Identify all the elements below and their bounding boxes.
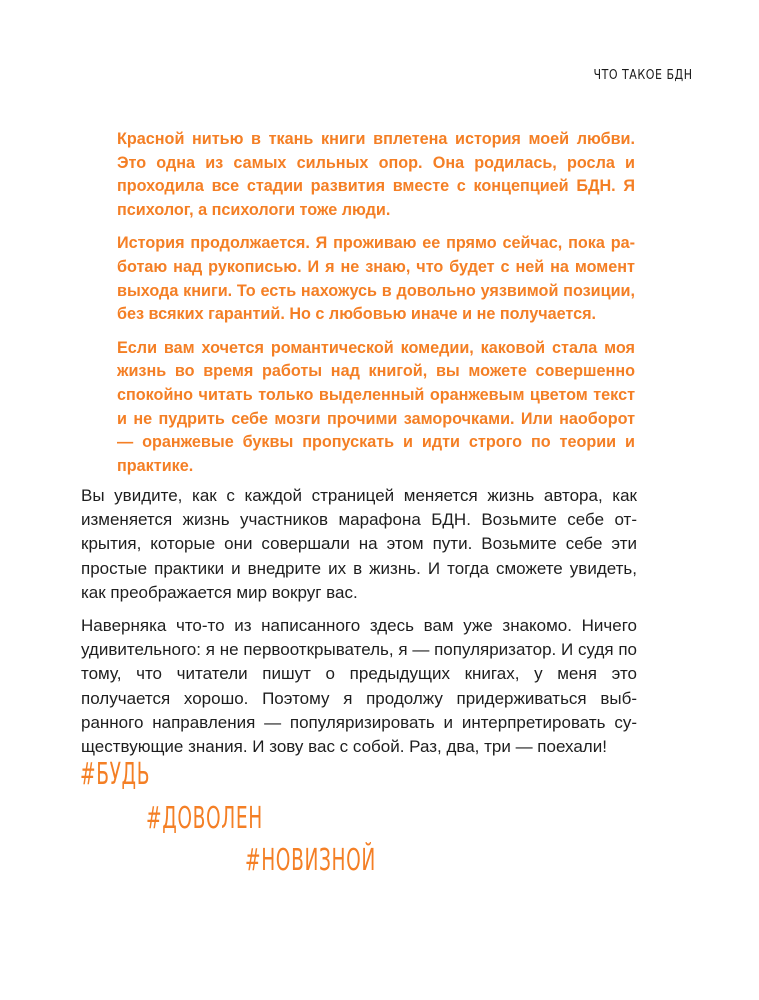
highlight-paragraph-3: Если вам хочется романтической комедии, каковой стала моя жизнь во время работы над книгой, вы можете совершенно спокойно читать только выделенный оранжевым цветом текст и не пудрить себе мозги прочими заморочками. Или наоборот — оранжевые буквы пропускать и идти строго по теории и практике.: [117, 338, 635, 475]
highlight-paragraph-1: Красной нитью в ткань книги вплетена история моей любви. Это одна из самых сильных опор. Она родилась, росла и проходила все стадии развития вместе с концепцией БДН. Я психолог, а психологи тоже люди.: [117, 130, 635, 219]
highlighted-love-story-text: [117, 128, 635, 488]
body-paragraph-1: Вы увидите, как с каждой страницей меняется жизнь автора, как изменяется жизнь участников марафона БДН. Возьмите себе открытия, которые они совершали на этом пути. Возьмите себе эти простые практики и внедрите их в жизнь. И тогда сможете увидеть, как преображается мир вокруг вас.: [81, 486, 637, 602]
body-text: [81, 484, 637, 768]
hashtag-dovolen: #ДОВОЛЕН: [146, 801, 263, 836]
highlight-paragraph-2: История продолжается. Я проживаю ее прямо сейчас, пока работаю над рукописью. И я не знаю, что будет с ней на момент выхода книги. То есть нахожусь в довольно уязвимой позиции, без всяких гарантий. Но с любовью иначе и не получается.: [117, 234, 635, 324]
hashtag-bud: #БУДЬ: [80, 757, 151, 792]
body-paragraph-2: Наверняка что-то из написанного здесь вам уже знакомо. Ничего удивительного: я не первооткрыватель, я — популяризатор. И судя по тому, что читатели пишут о предыдущих книгах, у меня это получается хорошо. Поэтому я продолжу придерживаться выбранного направления — популяризировать и интерпретировать существующие знания. И зову вас с собой. Раз, два, три — поехали!: [81, 616, 637, 757]
hashtag-noviznoy: #НОВИЗНОЙ: [245, 843, 376, 878]
running-header: ЧТО ТАКОЕ БДН: [593, 68, 693, 83]
